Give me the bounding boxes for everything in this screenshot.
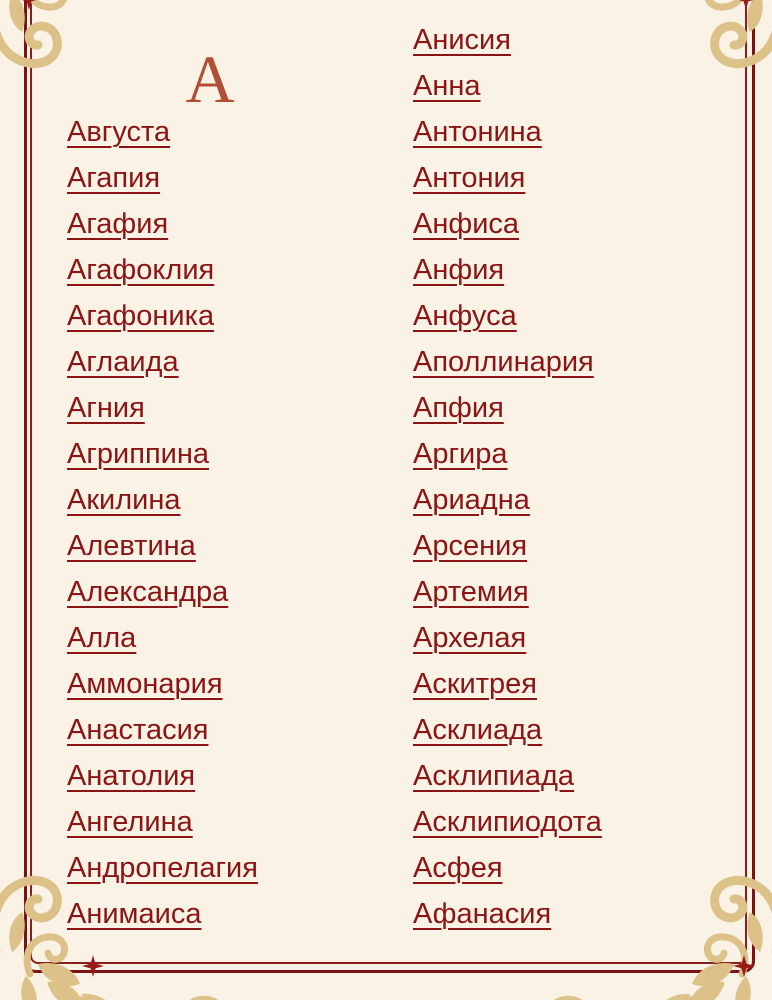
name-list-item	[67, 523, 258, 569]
name-list-item	[413, 155, 602, 201]
name-link[interactable]: Акилина	[67, 484, 181, 516]
name-link[interactable]: Аглаида	[67, 346, 179, 378]
name-link[interactable]: Анастасия	[67, 714, 209, 746]
name-link[interactable]: Анфиса	[413, 208, 520, 240]
name-list-item	[67, 569, 258, 615]
name-link[interactable]: Анфия	[413, 254, 505, 286]
name-list-item	[413, 431, 602, 477]
name-column-left	[67, 109, 258, 937]
name-list-item	[67, 109, 258, 155]
name-link[interactable]: Анимаиса	[67, 898, 202, 930]
name-list-item	[67, 845, 258, 891]
name-link[interactable]: Асфея	[413, 852, 503, 884]
name-link[interactable]: Агриппина	[67, 438, 209, 470]
name-link[interactable]: Агафоника	[67, 300, 215, 332]
name-list-item	[67, 339, 258, 385]
name-list-item	[413, 247, 602, 293]
name-link[interactable]: Алевтина	[67, 530, 196, 562]
name-link[interactable]: Агапия	[67, 162, 161, 194]
name-link[interactable]: Артемия	[413, 576, 529, 608]
name-column-right	[413, 17, 602, 937]
name-link[interactable]: Асклиада	[413, 714, 543, 746]
name-list-item	[413, 63, 602, 109]
name-link[interactable]: Ангелина	[67, 806, 193, 838]
name-list-item	[67, 293, 258, 339]
name-link[interactable]: Антонина	[413, 116, 542, 148]
name-list-item	[413, 569, 602, 615]
name-list-item	[413, 339, 602, 385]
name-list-item	[413, 707, 602, 753]
name-link[interactable]: Аскитрея	[413, 668, 537, 700]
name-link[interactable]: Агафоклия	[67, 254, 215, 286]
name-link[interactable]: Асклипиада	[413, 760, 575, 792]
name-list-item	[413, 615, 602, 661]
name-list-item	[413, 109, 602, 155]
name-list-item	[67, 753, 258, 799]
name-list-item	[413, 891, 602, 937]
name-list-item	[67, 385, 258, 431]
name-list-item	[67, 477, 258, 523]
name-list-item	[67, 661, 258, 707]
name-link[interactable]: Арсения	[413, 530, 528, 562]
name-link[interactable]: Асклипиодота	[413, 806, 602, 838]
name-list-item	[67, 615, 258, 661]
name-link[interactable]: Апфия	[413, 392, 504, 424]
name-list-item	[413, 385, 602, 431]
diamond-accent-top-right	[735, 0, 757, 10]
name-link[interactable]: Аполлинария	[413, 346, 594, 378]
name-link[interactable]: Агния	[67, 392, 145, 424]
name-list-item	[67, 201, 258, 247]
name-list-item	[67, 891, 258, 937]
name-list-item	[413, 753, 602, 799]
name-link[interactable]: Алла	[67, 622, 137, 654]
name-list-item	[67, 707, 258, 753]
name-link[interactable]: Агафия	[67, 208, 169, 240]
name-link[interactable]: Ариадна	[413, 484, 530, 516]
name-link[interactable]: Анна	[413, 70, 481, 102]
name-link[interactable]: Афанасия	[413, 898, 552, 930]
name-link[interactable]: Аргира	[413, 438, 508, 470]
name-list-item	[413, 17, 602, 63]
name-link[interactable]: Архелая	[413, 622, 527, 654]
name-list-item	[67, 799, 258, 845]
name-list-item	[413, 293, 602, 339]
name-list-item	[413, 799, 602, 845]
name-list-item	[67, 431, 258, 477]
name-list-item	[413, 201, 602, 247]
name-link[interactable]: Августа	[67, 116, 171, 148]
name-list-item	[67, 155, 258, 201]
name-link[interactable]: Аммонария	[67, 668, 223, 700]
name-list-item	[67, 247, 258, 293]
name-list-item	[413, 477, 602, 523]
name-list-item	[413, 661, 602, 707]
name-link[interactable]: Анфуса	[413, 300, 517, 332]
name-link[interactable]: Анатолия	[67, 760, 196, 792]
name-link[interactable]: Анисия	[413, 24, 511, 56]
name-link[interactable]: Антония	[413, 162, 526, 194]
name-list-item	[413, 845, 602, 891]
diamond-accent-bottom-right	[733, 955, 755, 977]
diamond-accent-bottom-left	[82, 955, 104, 977]
letter-heading: А	[185, 41, 235, 117]
name-link[interactable]: Александра	[67, 576, 229, 608]
name-link[interactable]: Андропелагия	[67, 852, 258, 884]
diamond-accent-top-left	[18, 0, 40, 10]
name-list-item	[413, 523, 602, 569]
